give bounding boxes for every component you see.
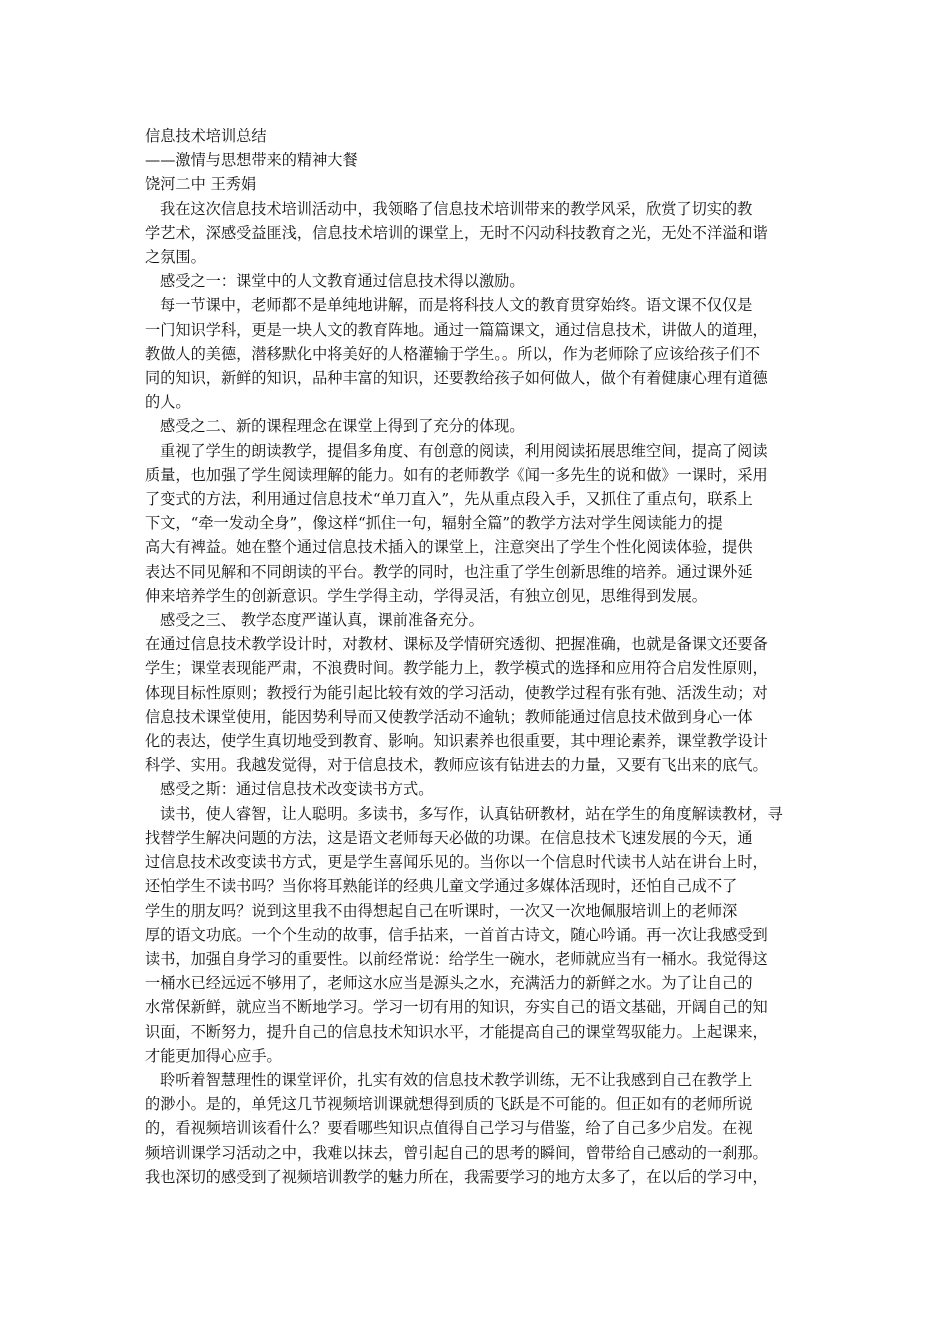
text-line: 过信息技术改变读书方式，更是学生喜闻乐见的。当你以一个信息时代读书人站在讲台上时，: [145, 853, 768, 872]
text-line: 我在这次信息技术培训活动中，我领略了信息技术培训带来的教学风采，欣赏了切实的教: [160, 199, 753, 218]
text-line: 的人。: [145, 393, 191, 412]
text-line: 一门知识学科，更是一块人文的教育阵地。通过一篇篇课文，通过信息技术，讲做人的道理，: [145, 320, 768, 339]
text-line: 之氛围。: [145, 248, 206, 267]
document-author: 饶河二中 王秀娟: [145, 175, 257, 194]
text-line: 的渺小。是的，单凭这几节视频培训课就想得到质的飞跃是不可能的。但正如有的老师所说: [145, 1095, 753, 1114]
text-line: 读书，使人睿智，让人聪明。多读书，多写作，认真钻研教材，站在学生的角度解读教材，寻: [160, 804, 783, 823]
text-line: 每一节课中，老师都不是单纯地讲解，而是将科技人文的教育贯穿始终。语文课不仅仅是: [160, 296, 753, 315]
text-line: 学生的朋友吗？说到这里我不由得想起自己在听课时，一次又一次地佩服培训上的老师深: [145, 901, 738, 920]
text-line: 感受之斯：通过信息技术改变读书方式。: [160, 780, 434, 799]
text-line: 还怕学生不读书吗？当你将耳熟能详的经典儿童文学通过多媒体活现时，还怕自己成不了: [145, 877, 738, 896]
text-line: 科学、实用。我越发觉得，对于信息技术，教师应该有钻进去的力量，又要有飞出来的底气。: [145, 756, 768, 775]
document-body: [145, 124, 813, 1189]
document-title: 信息技术培训总结: [145, 127, 267, 145]
text-line: 信息技术课堂使用，能因势利导而又使教学活动不逾轨；教师能通过信息技术做到身心一体: [145, 707, 753, 726]
text-line: 读书，加强自身学习的重要性。以前经常说：给学生一碗水，老师就应当有一桶水。我觉得这: [145, 949, 768, 968]
document-subtitle: ——激情与思想带来的精神大餐: [145, 151, 358, 170]
text-line: 学生；课堂表现能严肃，不浪费时间。教学能力上，教学模式的选择和应用符合启发性原则，: [145, 659, 768, 678]
text-line: 才能更加得心应手。: [145, 1046, 282, 1065]
text-line: 在通过信息技术教学设计时，对教材、课标及学情研究透彻、把握准确，也就是备课文还要备: [145, 635, 768, 654]
body-text: [145, 197, 813, 1189]
text-line: 聆听着智慧理性的课堂评价，扎实有效的信息技术教学训练，无不让我感到自己在教学上: [160, 1070, 753, 1089]
text-line: 重视了学生的朗读教学，提倡多角度、有创意的阅读，利用阅读拓展思维空间，提高了阅读: [160, 441, 768, 460]
text-line: 学艺术，深感受益匪浅，信息技术培训的课堂上，无时不闪动科技教育之光，无处不洋溢和谐: [145, 223, 768, 242]
text-line: 一桶水已经远远不够用了，老师这水应当是源头之水，充满活力的新鲜之水。为了让自己的: [145, 974, 753, 993]
text-line: 化的表达，使学生真切地受到教育、影响。知识素养也很重要，其中理论素养，课堂教学设计: [145, 732, 768, 751]
text-line: 感受之二、新的课程理念在课堂上得到了充分的体现。: [160, 417, 525, 436]
text-line: 教做人的美德，潜移默化中将美好的人格灌输于学生。。所以，作为老师除了应该给孩子们不: [145, 344, 761, 363]
text-line: 我也深切的感受到了视频培训教学的魅力所在，我需要学习的地方太多了，在以后的学习中，: [145, 1167, 768, 1186]
text-line: 高大有裨益。她在整个通过信息技术插入的课堂上，注意突出了学生个性化阅读体验，提供: [145, 538, 753, 557]
text-line: 伸来培养学生的创新意识。学生学得主动，学得灵活，有独立创见，思维得到发展。: [145, 586, 707, 605]
text-line: 频培训课学习活动之中，我难以抹去，曾引起自己的思考的瞬间，曾带给自己感动的一刹那。: [145, 1143, 768, 1162]
text-line: 的，看视频培训该看什么？要看哪些知识点值得自己学习与借鉴，给了自己多少启发。在视: [145, 1119, 753, 1138]
text-line: 水常保新鲜，就应当不断地学习。学习一切有用的知识，夯实自己的语文基础，开阔自己的知: [145, 998, 768, 1017]
text-line: 识面，不断努力，提升自己的信息技术知识水平，才能提高自己的课堂驾驭能力。上起课来，: [145, 1022, 768, 1041]
text-line: 了变式的方法，利用通过信息技术“单刀直入”，先从重点段入手，又抓住了重点句，联系上: [145, 490, 753, 509]
text-line: 厚的语文功底。一个个生动的故事，信手拈来，一首首古诗文，随心吟诵。再一次让我感受到: [145, 925, 768, 944]
text-line: 质量，也加强了学生阅读理解的能力。如有的老师教学《闻一多先生的说和做》一课时，采用: [145, 465, 768, 484]
text-line: 表达不同见解和不同朗读的平台。教学的同时，也注重了学生创新思维的培养。通过课外延: [145, 562, 753, 581]
text-line: 同的知识，新鲜的知识，品种丰富的知识，还要教给孩子如何做人，做个有着健康心理有道德: [145, 369, 768, 388]
text-line: 找替学生解决问题的方法，这是语文老师每天必做的功课。在信息技术飞速发展的今天，通: [145, 828, 753, 847]
text-line: 体现目标性原则；教授行为能引起比较有效的学习活动，使教学过程有张有弛、活泼生动；对: [145, 683, 768, 702]
text-line: 下文，“牵一发动全身”，像这样“抓住一句，辐射全篇”的教学方法对学生阅读能力的提: [145, 514, 723, 533]
text-line: 感受之一：课堂中的人文教育通过信息技术得以激励。: [160, 272, 525, 291]
text-line: 感受之三、 教学态度严谨认真，课前准备充分。: [160, 611, 484, 630]
